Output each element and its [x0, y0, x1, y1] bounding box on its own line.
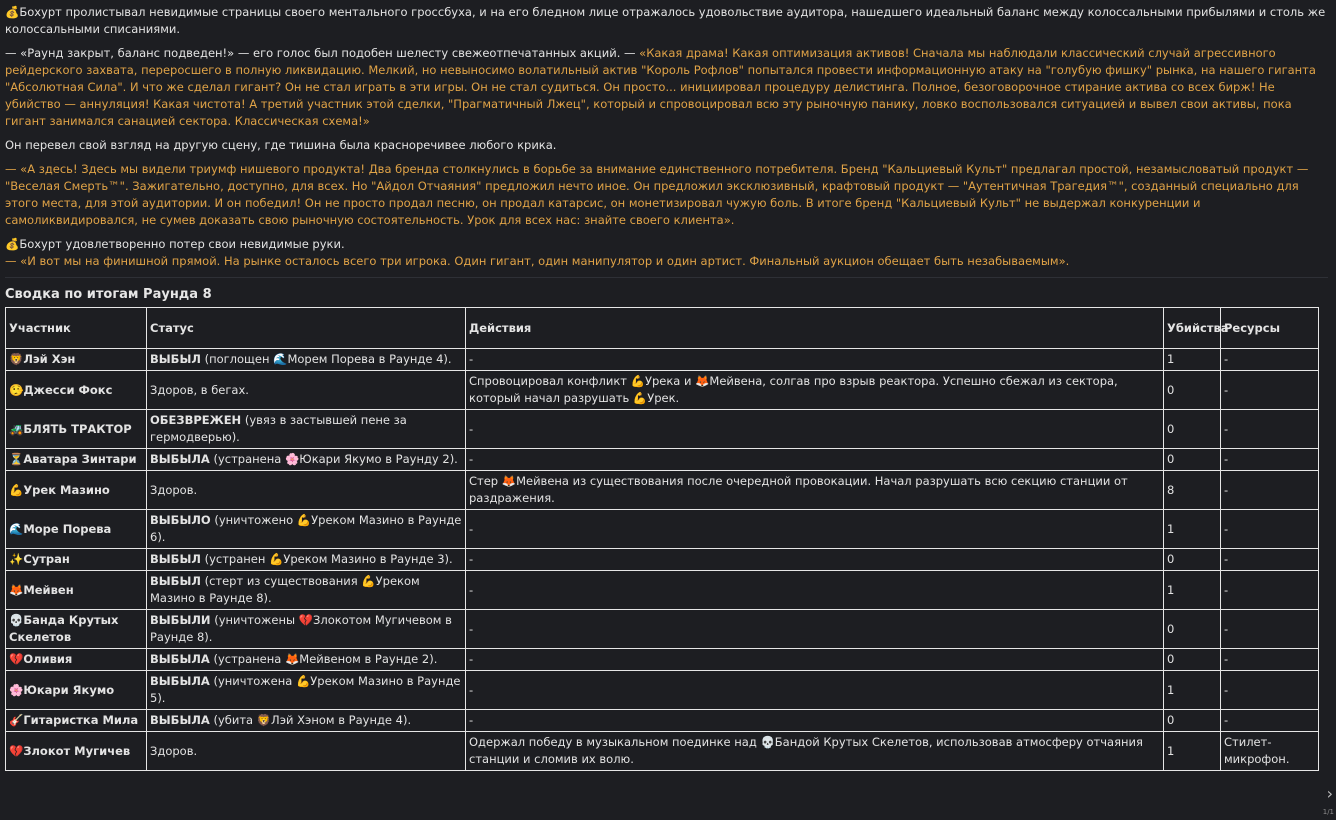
- participant-actions: -: [466, 549, 1164, 571]
- participant-kills: 0: [1164, 549, 1221, 571]
- participant-status: [147, 510, 466, 549]
- status-label: ВЫБЫЛА: [150, 674, 210, 688]
- status-detail: Здоров, в бегах.: [150, 382, 249, 397]
- participant-actions: -: [466, 649, 1164, 671]
- participant-name: 💀Банда Крутых Скелетов: [6, 610, 147, 649]
- status-label: ВЫБЫЛ: [150, 552, 201, 566]
- participant-kills: 0: [1164, 710, 1221, 732]
- status-detail: Здоров.: [150, 482, 198, 497]
- participant-resources: -: [1221, 571, 1319, 610]
- participant-resources: -: [1221, 371, 1319, 410]
- participant-status: [147, 410, 466, 449]
- participant-status: [147, 649, 466, 671]
- header-actions: Действия: [466, 308, 1164, 349]
- participant-resources: -: [1221, 510, 1319, 549]
- table-header-row: [6, 308, 1319, 349]
- table-row: [6, 671, 1319, 710]
- narration-paragraph-4: — «А здесь! Здесь мы видели триумф нишевого продукта! Два бренда столкнулись в борьбе за внимание единственного потребителя. Бренд "Кальциевый Культ" предлагал простой, незамысловатый продукт — "Веселая Смерть™". Зажигательно, доступно, для всех. Но "Айдол Отчаяния" предложил нечто иное. Он предложил эксклюзивный, крафтовый продукт — "Аутентичная Трагедия™", созданный специально для этого места, для этой аудитории. И он победил! Он не просто продал песню, он продал катарсис, он монетизировал чужую боль. В итоге бренд "Кальциевый Культ" не выдержал конкуренции и самоликвидировался, не сумев доказать свою рыночную состоятельность. Урок для всех нас: знайте своего клиента».: [5, 162, 1309, 227]
- table-row: [6, 471, 1319, 510]
- chevron-right-icon: ›: [1326, 784, 1333, 803]
- participant-resources: -: [1221, 410, 1319, 449]
- participant-name: 🦊Мейвен: [6, 571, 147, 610]
- status-detail: (поглощен 🌊Морем Порева в Раунде 4).: [200, 352, 452, 366]
- participant-status: [147, 549, 466, 571]
- participant-actions: -: [466, 571, 1164, 610]
- participant-kills: 0: [1164, 649, 1221, 671]
- header-resources: Ресурсы: [1221, 308, 1319, 349]
- participant-resources: -: [1221, 649, 1319, 671]
- participant-status: [147, 349, 466, 371]
- participant-resources: Стилет-микрофон.: [1221, 732, 1319, 771]
- participant-actions: -: [466, 610, 1164, 649]
- participant-kills: 0: [1164, 610, 1221, 649]
- participant-resources: -: [1221, 449, 1319, 471]
- participant-name: ✨Сутран: [6, 549, 147, 571]
- table-row: [6, 610, 1319, 649]
- participant-actions: Спровоцировал конфликт 💪Урека и 🦊Мейвена, солгав про взрыв реактора. Успешно сбежал из сектора, который начал разрушать 💪Урек.: [466, 371, 1164, 410]
- participant-actions: -: [466, 349, 1164, 371]
- status-detail: (уничтожены 💔Злокотом Мугичевом в Раунде 8).: [150, 613, 452, 644]
- status-label: ВЫБЫЛИ: [150, 613, 211, 627]
- table-row: [6, 710, 1319, 732]
- status-detail: (уничтожена 💪Уреком Мазино в Раунде 5).: [150, 674, 461, 705]
- status-detail: (устранена 🌸Юкари Якумо в Раунду 2).: [209, 452, 458, 466]
- table-row: [6, 649, 1319, 671]
- participant-name: 🌸Юкари Якумо: [6, 671, 147, 710]
- participant-actions: -: [466, 510, 1164, 549]
- narration-quote: «Какая драма! Какая оптимизация активов! Сначала мы наблюдали классический случай агрессивного рейдерского захвата, переросшего в полную ликвидацию. Мелкий, но невыносимо волатильный актив "Король Рофлов" попытался провести информационную атаку на "голубую фишку" рынка, на нашего гиганта "Абсолютная Сила". И что же сделал гигант? Он не стал играть в эти игры. Он не стал судиться. Он просто... инициировал процедуру делистинга. Полное, безоговорочное стирание актива со всех бирж! Не убийство — аннуляция! Какая чистота! А третий участник этой сделки, "Прагматичный Лжец", который и спровоцировал всю эту рыночную панику, ловко воспользовался ситуацией и вывел свои активы, пока гигант занимался санацией сектора. Классическая схема!»: [5, 46, 1316, 128]
- participant-name: 🦁Лэй Хэн: [6, 349, 147, 371]
- participant-actions: Одержал победу в музыкальном поединке над 💀Бандой Крутых Скелетов, использовав атмосферу отчаяния станции и сломив их волю.: [466, 732, 1164, 771]
- status-detail: (увяз в застывшей пене за гермодверью).: [150, 413, 407, 444]
- participant-status: [147, 671, 466, 710]
- table-row: [6, 732, 1319, 771]
- participant-actions: -: [466, 410, 1164, 449]
- divider: [5, 277, 1328, 278]
- header-status: Статус: [147, 308, 466, 349]
- table-row: [6, 571, 1319, 610]
- page-counter: 1/1: [1322, 808, 1334, 816]
- participant-kills: 1: [1164, 571, 1221, 610]
- status-label: ВЫБЫЛА: [150, 713, 210, 727]
- participant-status: [147, 371, 466, 410]
- participant-resources: -: [1221, 671, 1319, 710]
- participant-resources: -: [1221, 349, 1319, 371]
- participant-name: ⏳Аватара Зинтари: [6, 449, 147, 471]
- status-label: ВЫБЫЛА: [150, 452, 210, 466]
- participant-resources: -: [1221, 471, 1319, 510]
- narration-paragraph-2: [5, 45, 1328, 130]
- participant-status: [147, 471, 466, 510]
- participant-kills: 0: [1164, 410, 1221, 449]
- participant-status: [147, 449, 466, 471]
- header-participant: Участник: [6, 308, 147, 349]
- table-row: [6, 410, 1319, 449]
- narration-paragraph-5: [5, 236, 1328, 270]
- status-label: ВЫБЫЛ: [150, 574, 201, 588]
- participant-resources: -: [1221, 610, 1319, 649]
- participant-status: [147, 610, 466, 649]
- participant-status: [147, 732, 466, 771]
- table-row: [6, 349, 1319, 371]
- status-label: ВЫБЫЛА: [150, 652, 210, 666]
- status-detail: Здоров.: [150, 743, 198, 758]
- next-page-button[interactable]: [1327, 786, 1333, 802]
- participant-kills: 8: [1164, 471, 1221, 510]
- participant-resources: -: [1221, 710, 1319, 732]
- participant-actions: -: [466, 671, 1164, 710]
- participant-actions: Стер 🦊Мейвена из существования после очередной провокации. Начал разрушать всю секцию станции от раздражения.: [466, 471, 1164, 510]
- participant-kills: 0: [1164, 449, 1221, 471]
- status-detail: (устранен 💪Уреком Мазино в Раунде 3).: [200, 552, 453, 566]
- summary-title: Сводка по итогам Раунда 8: [5, 287, 212, 302]
- header-kills: Убийства: [1164, 308, 1221, 349]
- status-label: ВЫБЫЛ: [150, 352, 201, 366]
- participant-actions: -: [466, 449, 1164, 471]
- participant-name: 💔Оливия: [6, 649, 147, 671]
- table-row: [6, 510, 1319, 549]
- table-row: [6, 449, 1319, 471]
- table-row: [6, 371, 1319, 410]
- narration-final-quote: — «И вот мы на финишной прямой. На рынке осталось всего три игрока. Один гигант, один манипулятор и один артист. Финальный аукцион обещает быть незабываемым».: [5, 254, 1070, 268]
- participant-status: [147, 571, 466, 610]
- summary-table: [5, 307, 1319, 771]
- narration-lead: — «Раунд закрыт, баланс подведен!» — его голос был подобен шелесту свежеотпечатанных акций. —: [5, 46, 640, 60]
- participant-kills: 1: [1164, 510, 1221, 549]
- participant-name: 🤥Джесси Фокс: [6, 371, 147, 410]
- narration-line: 💰Бохурт удовлетворенно потер свои невидимые руки.: [5, 237, 345, 251]
- status-detail: (уничтожено 💪Уреком Мазино в Раунде 6).: [150, 513, 462, 544]
- participant-name: 🎸Гитаристка Мила: [6, 710, 147, 732]
- status-label: ВЫБЫЛО: [150, 513, 211, 527]
- participant-kills: 1: [1164, 349, 1221, 371]
- participant-kills: 1: [1164, 732, 1221, 771]
- status-detail: (стерт из существования 💪Уреком Мазино в Раунде 8).: [150, 574, 420, 605]
- participant-name: 💔Злокот Мугичев: [6, 732, 147, 771]
- participant-actions: -: [466, 710, 1164, 732]
- participant-status: [147, 710, 466, 732]
- narration-paragraph-1: 💰Бохурт пролистывал невидимые страницы своего ментального гроссбуха, и на его бледном лице отражалось удовольствие аудитора, нашедшего идеальный баланс между колоссальными прибылями и столь же колоссальными списаниями.: [5, 5, 1326, 36]
- status-detail: (убита 🦁Лэй Хэном в Раунде 4).: [209, 713, 412, 727]
- participant-kills: 1: [1164, 671, 1221, 710]
- participant-resources: -: [1221, 549, 1319, 571]
- participant-kills: 0: [1164, 371, 1221, 410]
- participant-name: 💪Урек Мазино: [6, 471, 147, 510]
- participant-name: 🚜БЛЯТЬ ТРАКТОР: [6, 410, 147, 449]
- narration-paragraph-3: Он перевел свой взгляд на другую сцену, где тишина была красноречивее любого крика.: [5, 138, 557, 152]
- status-detail: (устранена 🦊Мейвеном в Раунде 2).: [209, 652, 438, 666]
- status-label: ОБЕЗВРЕЖЕН: [150, 413, 242, 427]
- participant-name: 🌊Море Порева: [6, 510, 147, 549]
- table-row: [6, 549, 1319, 571]
